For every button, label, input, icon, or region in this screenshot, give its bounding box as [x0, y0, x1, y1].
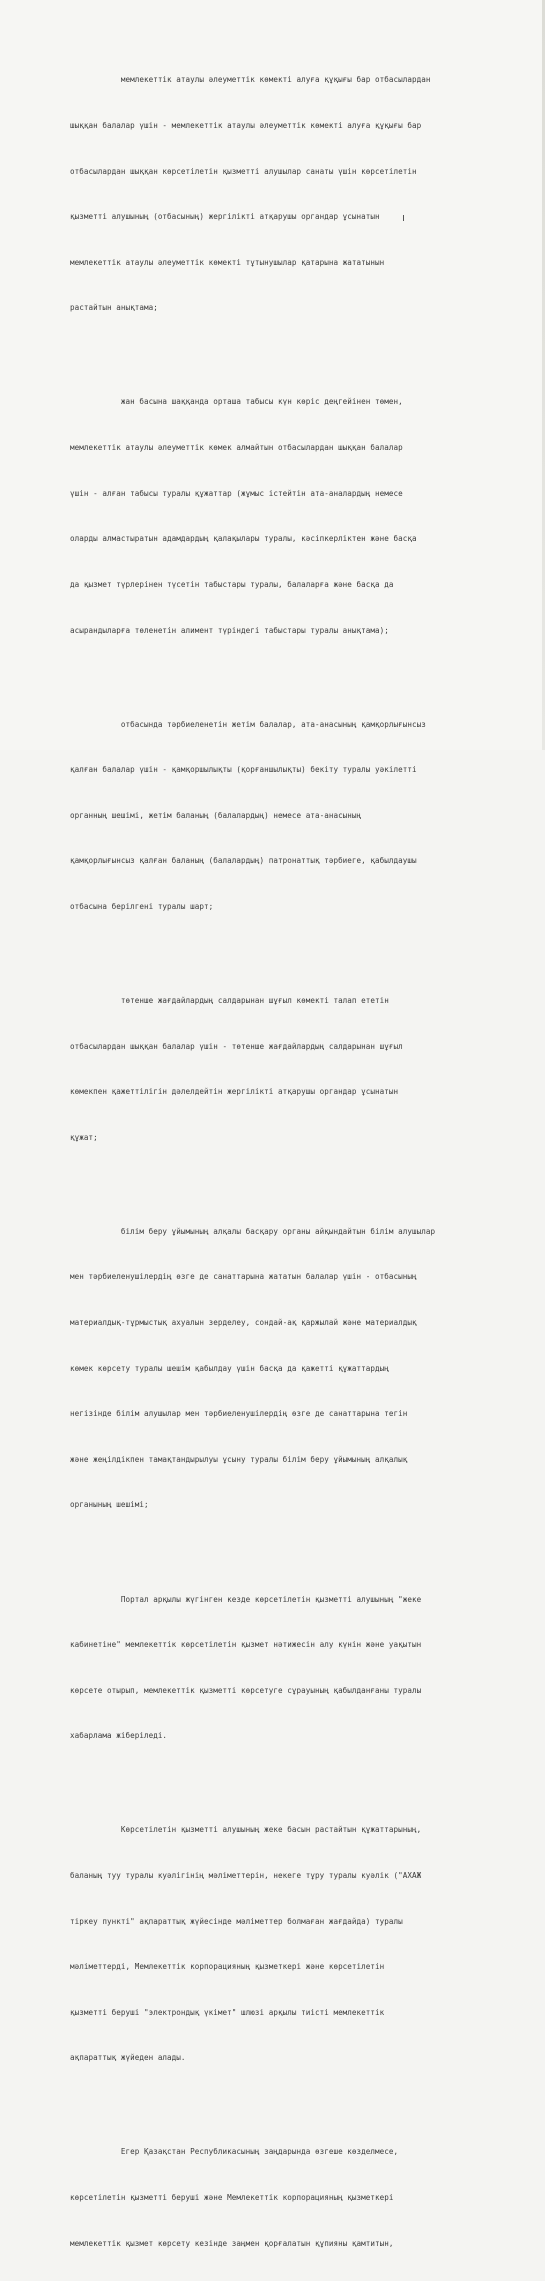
text-line: тіркеу пункті" ақпараттық жүйесінде мәліметтер болмаған жағдайда) туралы [70, 1916, 403, 1926]
text-line: отбасында тәрбиеленетін жетім балалар, ата-анасының қамқорлығынсыз [70, 719, 426, 729]
margin-mark [403, 215, 404, 221]
text-line: мемлекеттік атаулы әлеуметтік көмекті тұтынушылар қатарына жататынын [70, 257, 385, 267]
text-line: төтенше жағдайлардың салдарынан шұғыл көмекті талап ететін [70, 995, 389, 1005]
text-line: шыққан балалар үшін - мемлекеттік атаулы әлеуметтік көмекті алуға құқығы бар [70, 121, 422, 131]
paragraph-1 [70, 42, 515, 346]
paragraph-2 [70, 364, 515, 668]
text-line: материалдық-тұрмыстық ахуалын зерделеу, сондай-ақ қаржылай және материалдық [70, 1318, 417, 1328]
paragraph-6 [70, 1561, 515, 1774]
text-line: да қызмет түрлерінен түсетін табыстары туралы, балаларға және басқа да [70, 579, 394, 589]
text-line: отбасылардан шыққан балалар үшін - төтенше жағдайлардың салдарынан шұғыл [70, 1041, 403, 1051]
text-line: хабарлама жіберіледі. [70, 1731, 168, 1741]
text-line: мемлекеттік атаулы әлеуметтік көмек алмайтын отбасылардан шыққан балалар [70, 443, 403, 453]
text-line: растайтын анықтама; [70, 303, 158, 313]
paragraph-7 [70, 1792, 515, 2096]
text-line: Портал арқылы жүгінген кезде көрсетілетін қызметті алушының "жеке [70, 1594, 422, 1604]
text-line: асырандыларға төленетін алимент түріндегі табыстары туралы анықтама); [70, 625, 389, 635]
text-line: қызметті алушының (отбасының) жергілікті атқарушы органдар ұсынатын [70, 212, 380, 222]
text-line: негізінде білім алушылар мен тәрбиеленушілердің өзге де санаттарына тегін [70, 1409, 408, 1419]
text-line: көрсете отырып, мемлекеттік қызметті көрсетуге сұрауының қабылданғаны туралы [70, 1685, 422, 1695]
paragraph-4 [70, 963, 515, 1176]
paragraph-3 [70, 686, 515, 944]
text-line: үшін - алған табысы туралы құжаттар (жұмыс істейтін ата-аналардың немесе [70, 488, 403, 498]
paragraph-8 [70, 2114, 515, 2281]
text-line: Көрсетілетін қызметті алушының жеке басын растайтын құжаттарының, [70, 1825, 422, 1835]
text-line: көрсетілетін қызметті беруші және Мемлекеттік корпорацияның қызметкері [70, 2193, 394, 2203]
paragraph-5 [70, 1193, 515, 1543]
text-line: мемлекеттік қызмет көрсету кезінде заңмен қорғалатын құпияны қамтитын, [70, 2238, 394, 2248]
text-line: білім беру ұйымының алқалы басқару органы айқындайтын білім алушылар [70, 1226, 436, 1236]
text-line: көмекпен қажеттілігін дәлелдейтін жергілікті атқарушы органдар ұсынатын [70, 1087, 399, 1097]
text-line: құжат; [70, 1132, 98, 1142]
text-line: оларды алмастыратын адамдардың қалақылары туралы, кәсіпкерліктен және басқа [70, 534, 417, 544]
text-line: мен тәрбиеленушілердің өзге де санаттарына жататын балалар үшін - отбасының [70, 1272, 417, 1282]
text-line: мәліметтерді, Мемлекеттік корпорацияның қызметкері және көрсетілетін [70, 1962, 385, 1972]
text-line: жан басына шаққанда орташа табысы күн көріс деңгейінен төмен, [70, 397, 403, 407]
text-line: кабинетіне" мемлекеттік көрсетілетін қызмет нәтижесін алу күнін және уақытын [70, 1640, 422, 1650]
text-line: қамқорлығынсыз қалған баланың (балалардың) патронаттық тәрбиеге, қабылдаушы [70, 856, 417, 866]
text-line: органның шешімі, жетім баланың (балалардың) немесе ата-анасының [70, 810, 362, 820]
text-line: қызметті беруші "электрондық үкімет" шлюзі арқылы тиісті мемлекеттік [70, 2007, 385, 2017]
text-line: баланың туу туралы куәлігінің мәліметтерін, некеге тұру туралы куәлік ("АХАЖ [70, 1870, 422, 1880]
text-line: органының шешімі; [70, 1500, 149, 1510]
text-line: көмек көрсету туралы шешім қабылдау үшін басқа да қажетті құжаттардың [70, 1363, 389, 1373]
text-line: ақпараттық жүйеден алады. [70, 2053, 186, 2063]
text-line: мемлекеттік атаулы әлеуметтік көмекті алуға құқығы бар отбасылардан [70, 75, 431, 85]
text-line: қалған балалар үшін - қамқоршылықты (қорғаншылықты) бекіту туралы уәкілетті [70, 765, 417, 775]
text-line: және жеңілдікпен тамақтандырылуы ұсыну туралы білім беру ұйымының алқалық [70, 1454, 408, 1464]
text-line: отбасылардан шыққан көрсетілетін қызметті алушылар санаты үшін көрсетілетін [70, 166, 417, 176]
text-line: отбасына берілгені туралы шарт; [70, 901, 214, 911]
text-line: Егер Қазақстан Республикасының заңдарында өзгеше көзделмесе, [70, 2147, 399, 2157]
